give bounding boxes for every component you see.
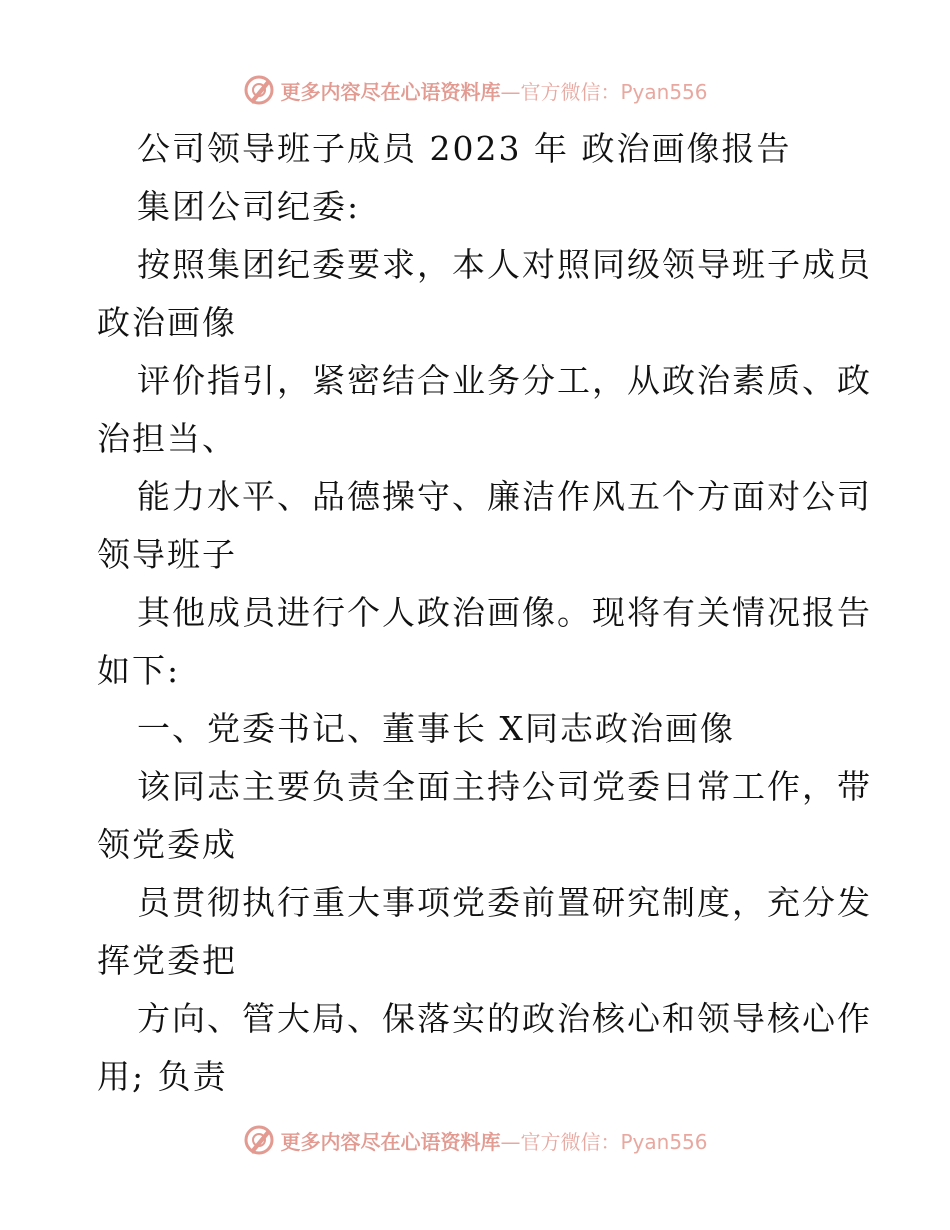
document-line: 用; 负责	[97, 1057, 228, 1096]
document-body	[97, 120, 872, 1106]
document-line: 集团公司纪委:	[137, 187, 361, 226]
document-line: 一、党委书记、董事长 X同志政治画像	[137, 709, 735, 748]
document-line: 领党委成	[97, 825, 237, 864]
document-line: 员贯彻执行重大事项党委前置研究制度，充分发	[137, 883, 872, 922]
document-line: 方向、管大局、保落实的政治核心和领导核心作	[137, 999, 872, 1038]
header-watermark-banner	[0, 70, 950, 110]
document-line: 能力水平、品德操守、廉洁作风五个方面对公司	[137, 477, 872, 516]
document-line: 评价指引，紧密结合业务分工，从政治素质、政	[137, 361, 872, 400]
document-line: 挥党委把	[97, 941, 237, 980]
document-line: 治担当、	[97, 419, 237, 458]
pen-logo-icon	[242, 73, 276, 107]
document-line: 领导班子	[97, 535, 237, 574]
watermark-text: 更多内容尽在心语资料库—官方微信：Pyan556	[280, 79, 708, 104]
footer-watermark-banner	[0, 1120, 950, 1160]
document-line: 该同志主要负责全面主持公司党委日常工作，带	[137, 767, 872, 806]
document-line: 按照集团纪委要求，本人对照同级领导班子成员	[137, 245, 872, 284]
document-line: 其他成员进行个人政治画像。现将有关情况报告	[137, 593, 872, 632]
watermark-text: 更多内容尽在心语资料库—官方微信：Pyan556	[280, 1129, 708, 1154]
pen-logo-icon	[242, 1123, 276, 1157]
document-line: 政治画像	[97, 303, 237, 342]
document-line: 公司领导班子成员 2023 年 政治画像报告	[137, 129, 792, 168]
document-line: 如下:	[97, 651, 181, 690]
